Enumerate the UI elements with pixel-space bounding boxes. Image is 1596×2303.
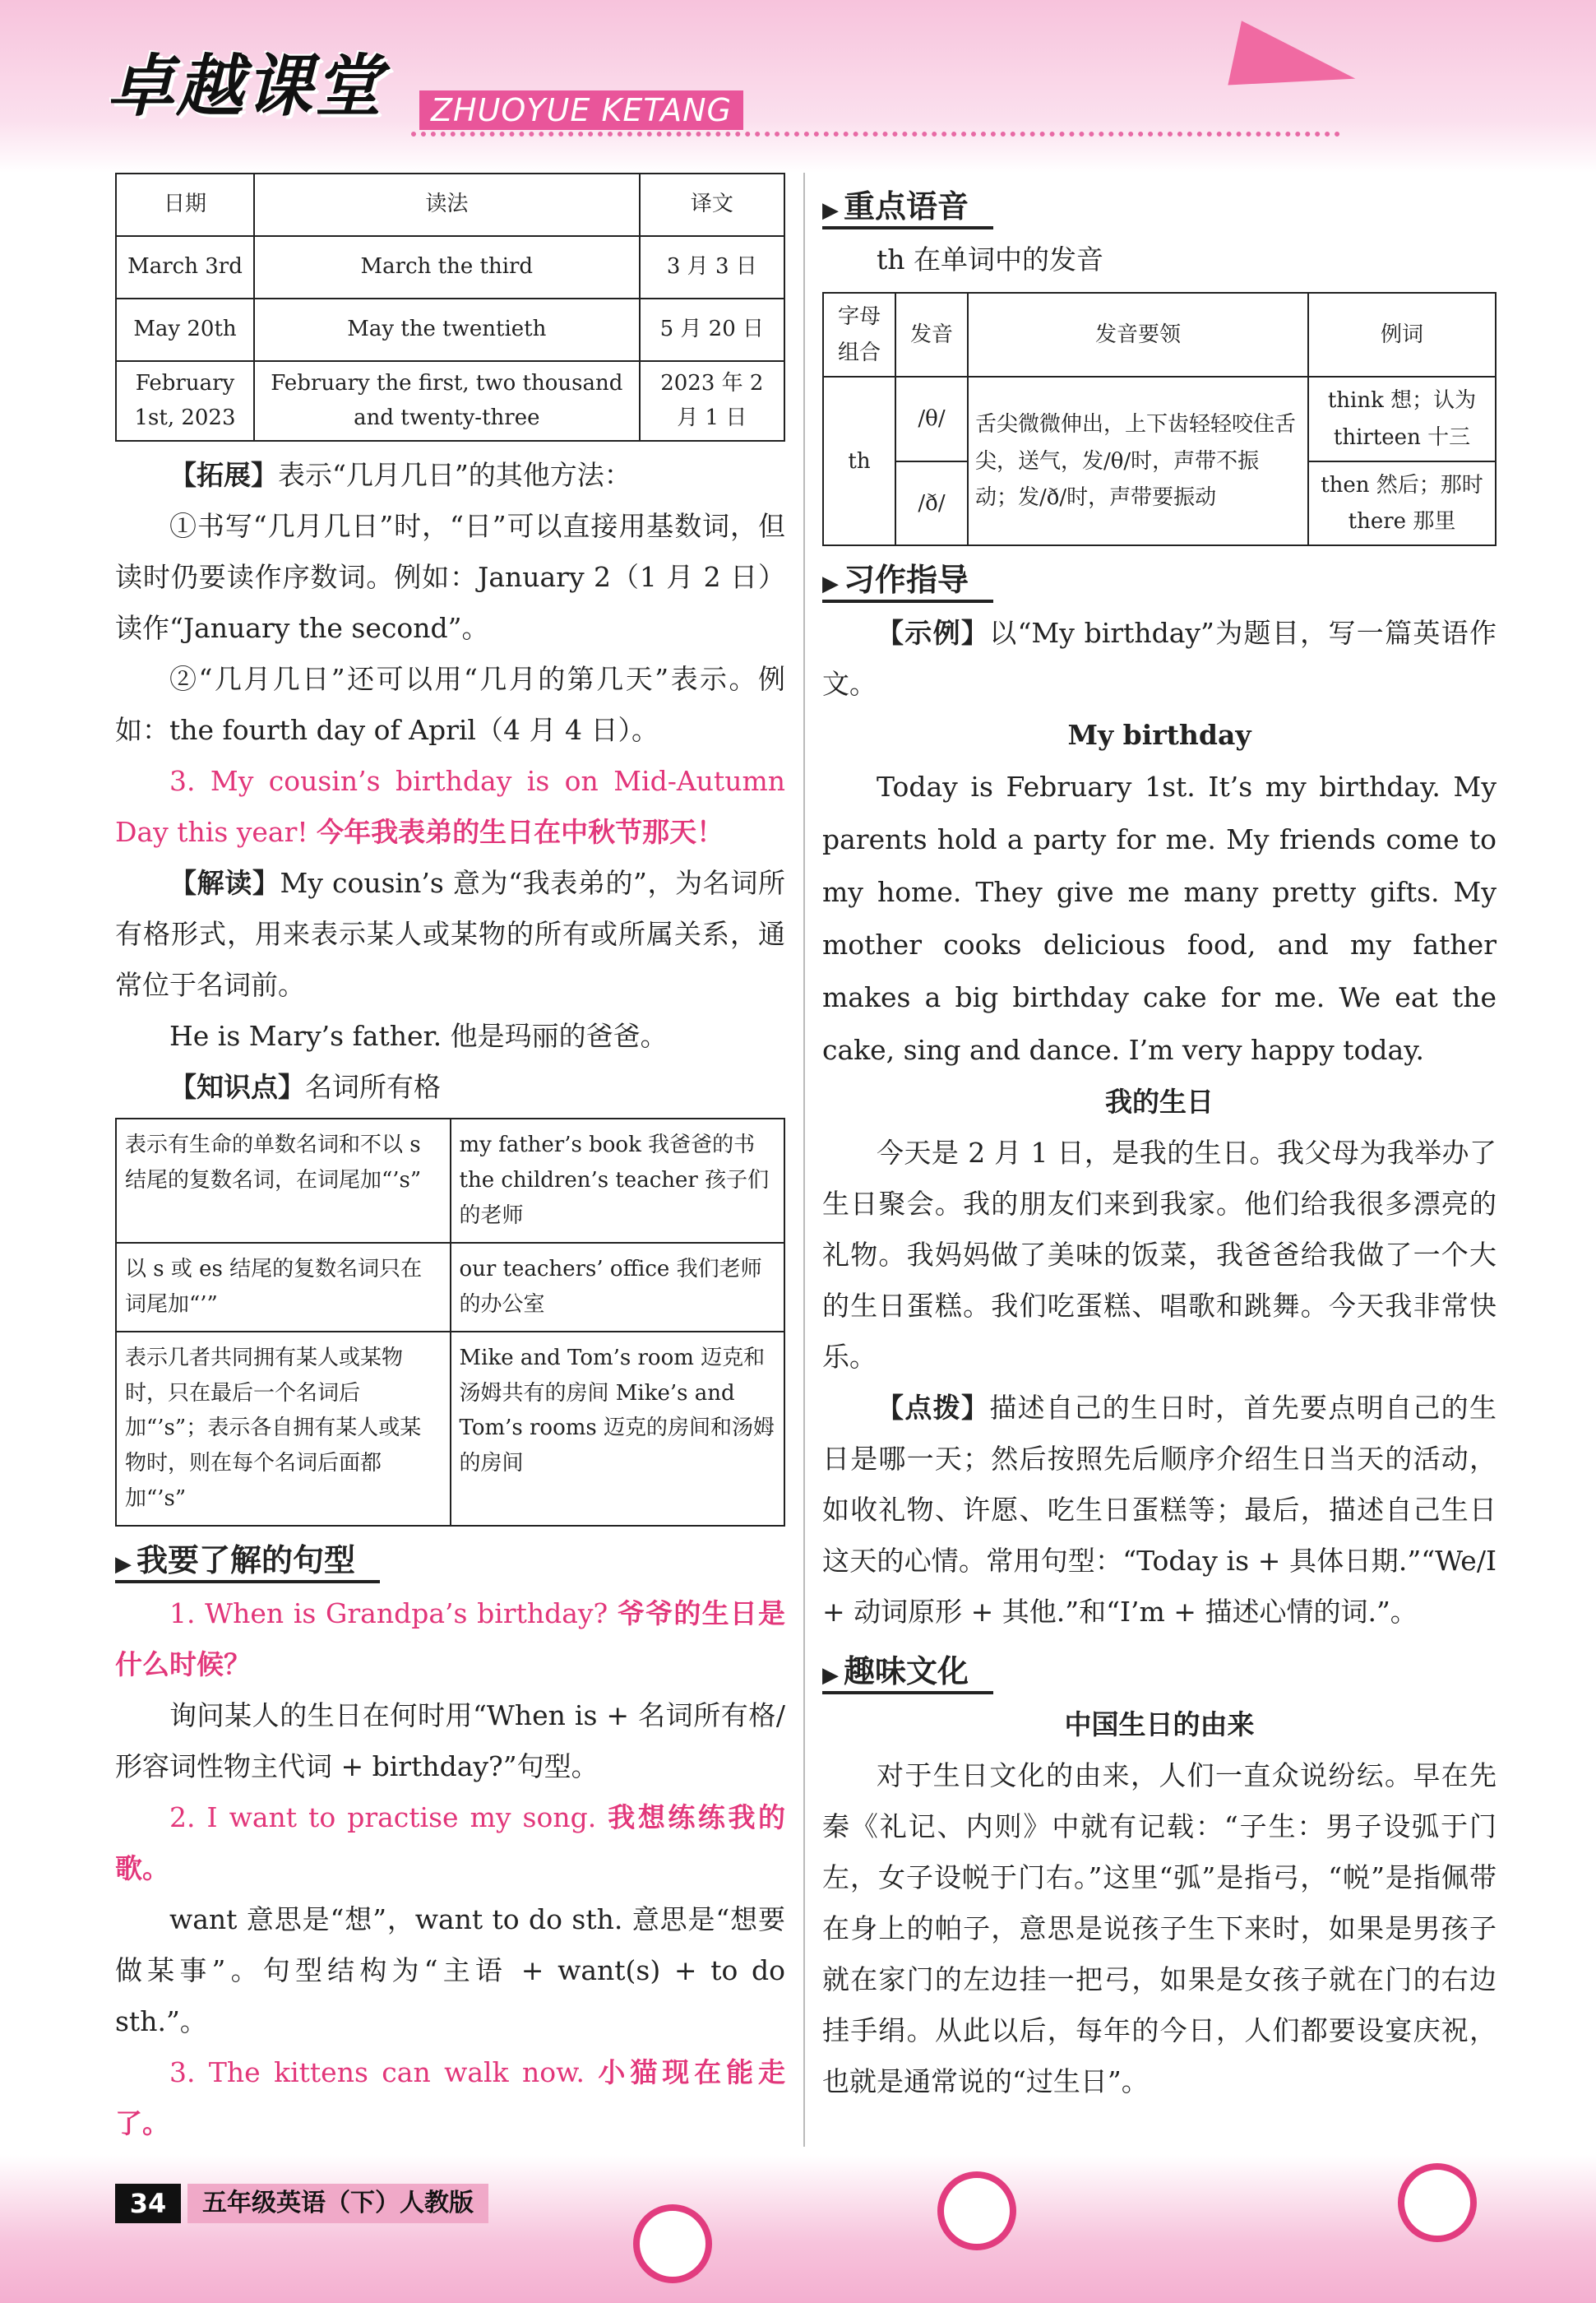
tip-paragraph bbox=[822, 1383, 1497, 1638]
knowledge-text: 名词所有格 bbox=[305, 1071, 441, 1104]
brand-logo: 卓越课堂 bbox=[107, 48, 383, 126]
question-1 bbox=[115, 1588, 785, 1690]
section-sentences-heading: ▶ 我要了解的句型 bbox=[115, 1535, 380, 1583]
table-cell: /θ/ bbox=[895, 377, 968, 461]
question-2 bbox=[115, 1792, 785, 1894]
right-column bbox=[822, 173, 1497, 2107]
table-cell: February 1st, 2023 bbox=[116, 361, 254, 441]
table-cell: our teachers’ office 我们老师的办公室 bbox=[451, 1243, 785, 1332]
chinese-essay-body: 今天是 2 月 1 日，是我的生日。我父母为我举办了生日聚会。我的朋友们来到我家。他们给我很多漂亮的礼物。我妈妈做了美味的饭菜，我爸爸给我做了一个大的生日蛋糕。我们吃蛋糕、唱歌和跳舞。今天我非常快乐。 bbox=[822, 1137, 1497, 1374]
culture-body: 对于生日文化的由来，人们一直众说纷纭。早在先秦《礼记、内则》中就有记载：“子生：男子设弧于门左，女子设帨于门右。”这里“弧”是指弓，“帨”是指佩带在身上的帕子，意思是说孩子生下来时，如果是男孩子就在家门的左边挂一把弓，如果是女孩子就在门的右边挂手绢。从此以后，每年的今日，人们都要设宴庆祝，也就是通常说的“过生日”。 bbox=[822, 1759, 1497, 2098]
interpretation-paragraph bbox=[115, 858, 785, 1011]
table-cell: my father’s book 我爸爸的书 the children’s teacher 孩子们的老师 bbox=[451, 1119, 785, 1243]
table-cell: 3 月 3 日 bbox=[640, 236, 784, 299]
interpretation-label: 【解读】 bbox=[169, 867, 280, 900]
table-cell: Mike and Tom’s room 迈克和汤姆共有的房间 Mike’s and Tom’s rooms 迈克的房间和汤姆的房间 bbox=[451, 1332, 785, 1526]
sentence-3 bbox=[115, 756, 785, 858]
table-cell: th bbox=[823, 377, 895, 545]
table-header: 日期 bbox=[116, 174, 254, 236]
question-3-en: 3. The kittens can walk now. bbox=[169, 2056, 585, 2089]
question-1-en: 1. When is Grandpa’s birthday? bbox=[169, 1597, 608, 1630]
section-phonics-heading: ▶ 重点语音 bbox=[822, 181, 993, 229]
section-writing-heading: ▶ 习作指导 bbox=[822, 554, 993, 603]
table-cell: 表示几者共同拥有某人或某物时，只在最后一个名词后加“’s”；表示各自拥有某人或某物时，则在每个名词后面都加“’s” bbox=[116, 1332, 451, 1526]
question-1-cn: 爷爷的生日是什么时候？ bbox=[115, 1597, 786, 1681]
table-cell: February the first, two thousand and twenty-three bbox=[254, 361, 640, 441]
extension-item-1: ①书写“几月几日”时，“日”可以直接用基数词，但读时仍要读作序数词。例如：January 2（1 月 2 日）读作“January the second”。 bbox=[115, 510, 785, 645]
table-cell: think 想；认为 thirteen 十三 bbox=[1308, 377, 1496, 461]
extension-label: 【拓展】 bbox=[169, 459, 278, 492]
table-cell: 5 月 20 日 bbox=[640, 299, 784, 361]
tip-text: 描述自己的生日时，首先要点明自己的生日是哪一天；然后按照先后顺序介绍生日当天的活动，如收礼物、许愿、吃生日蛋糕等；最后，描述自己生日这天的心情。常用句型：“Today is + 具体日期.”“We/I + 动词原形 + 其他.”和“I’m + 描述心情的词.”。 bbox=[822, 1392, 1497, 1629]
table-header: 发音要领 bbox=[968, 293, 1308, 377]
table-cell: /ð/ bbox=[895, 461, 968, 545]
table-cell: 舌尖微微伸出，上下齿轻轻咬住舌尖，送气，发/θ/时，声带不振动；发/ð/时，声带要振动 bbox=[968, 377, 1308, 545]
tip-label: 【点拨】 bbox=[877, 1392, 990, 1425]
question-2-cn: 我想练练我的歌。 bbox=[115, 1801, 786, 1885]
extension-text: 表示“几月几日”的其他方法： bbox=[278, 459, 631, 492]
question-2-explain: want 意思是“想”，want to do sth. 意思是“想要做某事”。句型结构为“主语 + want(s) + to do sth.”。 bbox=[115, 1903, 785, 2038]
clock-icon bbox=[633, 2204, 712, 2283]
table-cell: May 20th bbox=[116, 299, 254, 361]
question-3-cn: 小猫现在能走了。 bbox=[115, 2056, 786, 2140]
sentence-3-cn: 今年我表弟的生日在中秋节那天！ bbox=[317, 816, 724, 849]
possessive-table bbox=[115, 1118, 785, 1527]
clock-icon bbox=[1398, 2163, 1477, 2242]
knowledge-label: 【知识点】 bbox=[169, 1071, 305, 1104]
table-cell: then 然后；那时 there 那里 bbox=[1308, 461, 1496, 545]
question-3 bbox=[115, 2047, 785, 2149]
clock-icon bbox=[937, 2171, 1016, 2250]
interpretation-text: My cousin’s 意为“我表弟的”，为名词所有格形式，用来表示某人或某物的所有或所属关系，通常位于名词前。 bbox=[115, 867, 785, 1002]
table-cell: May the twentieth bbox=[254, 299, 640, 361]
column-divider bbox=[803, 173, 805, 2147]
sentence-3-en: 3. My cousin’s birthday is on Mid-Autumn Day this year! bbox=[115, 765, 785, 849]
date-table bbox=[115, 173, 785, 442]
page-header bbox=[0, 0, 1596, 173]
header-dotted-line bbox=[411, 132, 1340, 137]
example-prompt bbox=[822, 608, 1497, 710]
table-cell: 2023 年 2 月 1 日 bbox=[640, 361, 784, 441]
table-header: 字母组合 bbox=[823, 293, 895, 377]
brand-subtitle: ZHUOYUE KETANG bbox=[419, 90, 743, 130]
table-header: 读法 bbox=[254, 174, 640, 236]
paper-plane-icon bbox=[1228, 21, 1362, 110]
example-text: 以“My birthday”为题目，写一篇英语作文。 bbox=[822, 617, 1497, 701]
table-cell: March 3rd bbox=[116, 236, 254, 299]
culture-title: 中国生日的由来 bbox=[1064, 1708, 1255, 1741]
left-column bbox=[115, 173, 785, 2200]
phonics-table bbox=[822, 292, 1497, 546]
example-label: 【示例】 bbox=[877, 617, 990, 650]
knowledge-point bbox=[115, 1062, 785, 1113]
essay-title: My birthday bbox=[1067, 719, 1251, 752]
page-footer bbox=[0, 2155, 1596, 2303]
table-cell: 以 s 或 es 结尾的复数名词只在词尾加“’” bbox=[116, 1243, 451, 1332]
table-header: 译文 bbox=[640, 174, 784, 236]
question-1-explain: 询问某人的生日在何时用“When is + 名词所有格/形容词性物主代词 + birthday?”句型。 bbox=[115, 1699, 785, 1783]
extension-paragraph bbox=[115, 450, 785, 501]
table-cell: 表示有生命的单数名词和不以 s 结尾的复数名词，在词尾加“’s” bbox=[116, 1119, 451, 1243]
book-title: 五年级英语（下）人教版 bbox=[187, 2184, 488, 2223]
example-sentence: He is Mary’s father. 他是玛丽的爸爸。 bbox=[169, 1020, 668, 1053]
table-cell: March the third bbox=[254, 236, 640, 299]
extension-item-2: ②“几月几日”还可以用“几月的第几天”表示。例如：the fourth day of April（4 月 4 日）。 bbox=[115, 663, 785, 747]
phonics-intro: th 在单词中的发音 bbox=[877, 243, 1104, 276]
question-2-en: 2. I want to practise my song. bbox=[169, 1801, 597, 1834]
chinese-essay-title: 我的生日 bbox=[1105, 1086, 1214, 1119]
section-culture-heading: ▶ 趣味文化 bbox=[822, 1646, 993, 1694]
page-number: 34 bbox=[115, 2184, 181, 2223]
table-header: 发音 bbox=[895, 293, 968, 377]
table-header: 例词 bbox=[1308, 293, 1496, 377]
essay-body: Today is February 1st. It’s my birthday. My parents hold a party for me. My friends come to my home. They give me many pretty gifts. My mother cooks delicious food, and my father makes a big birthday cake for me. We eat the cake, sing and dance. I’m very happy today. bbox=[822, 771, 1497, 1067]
